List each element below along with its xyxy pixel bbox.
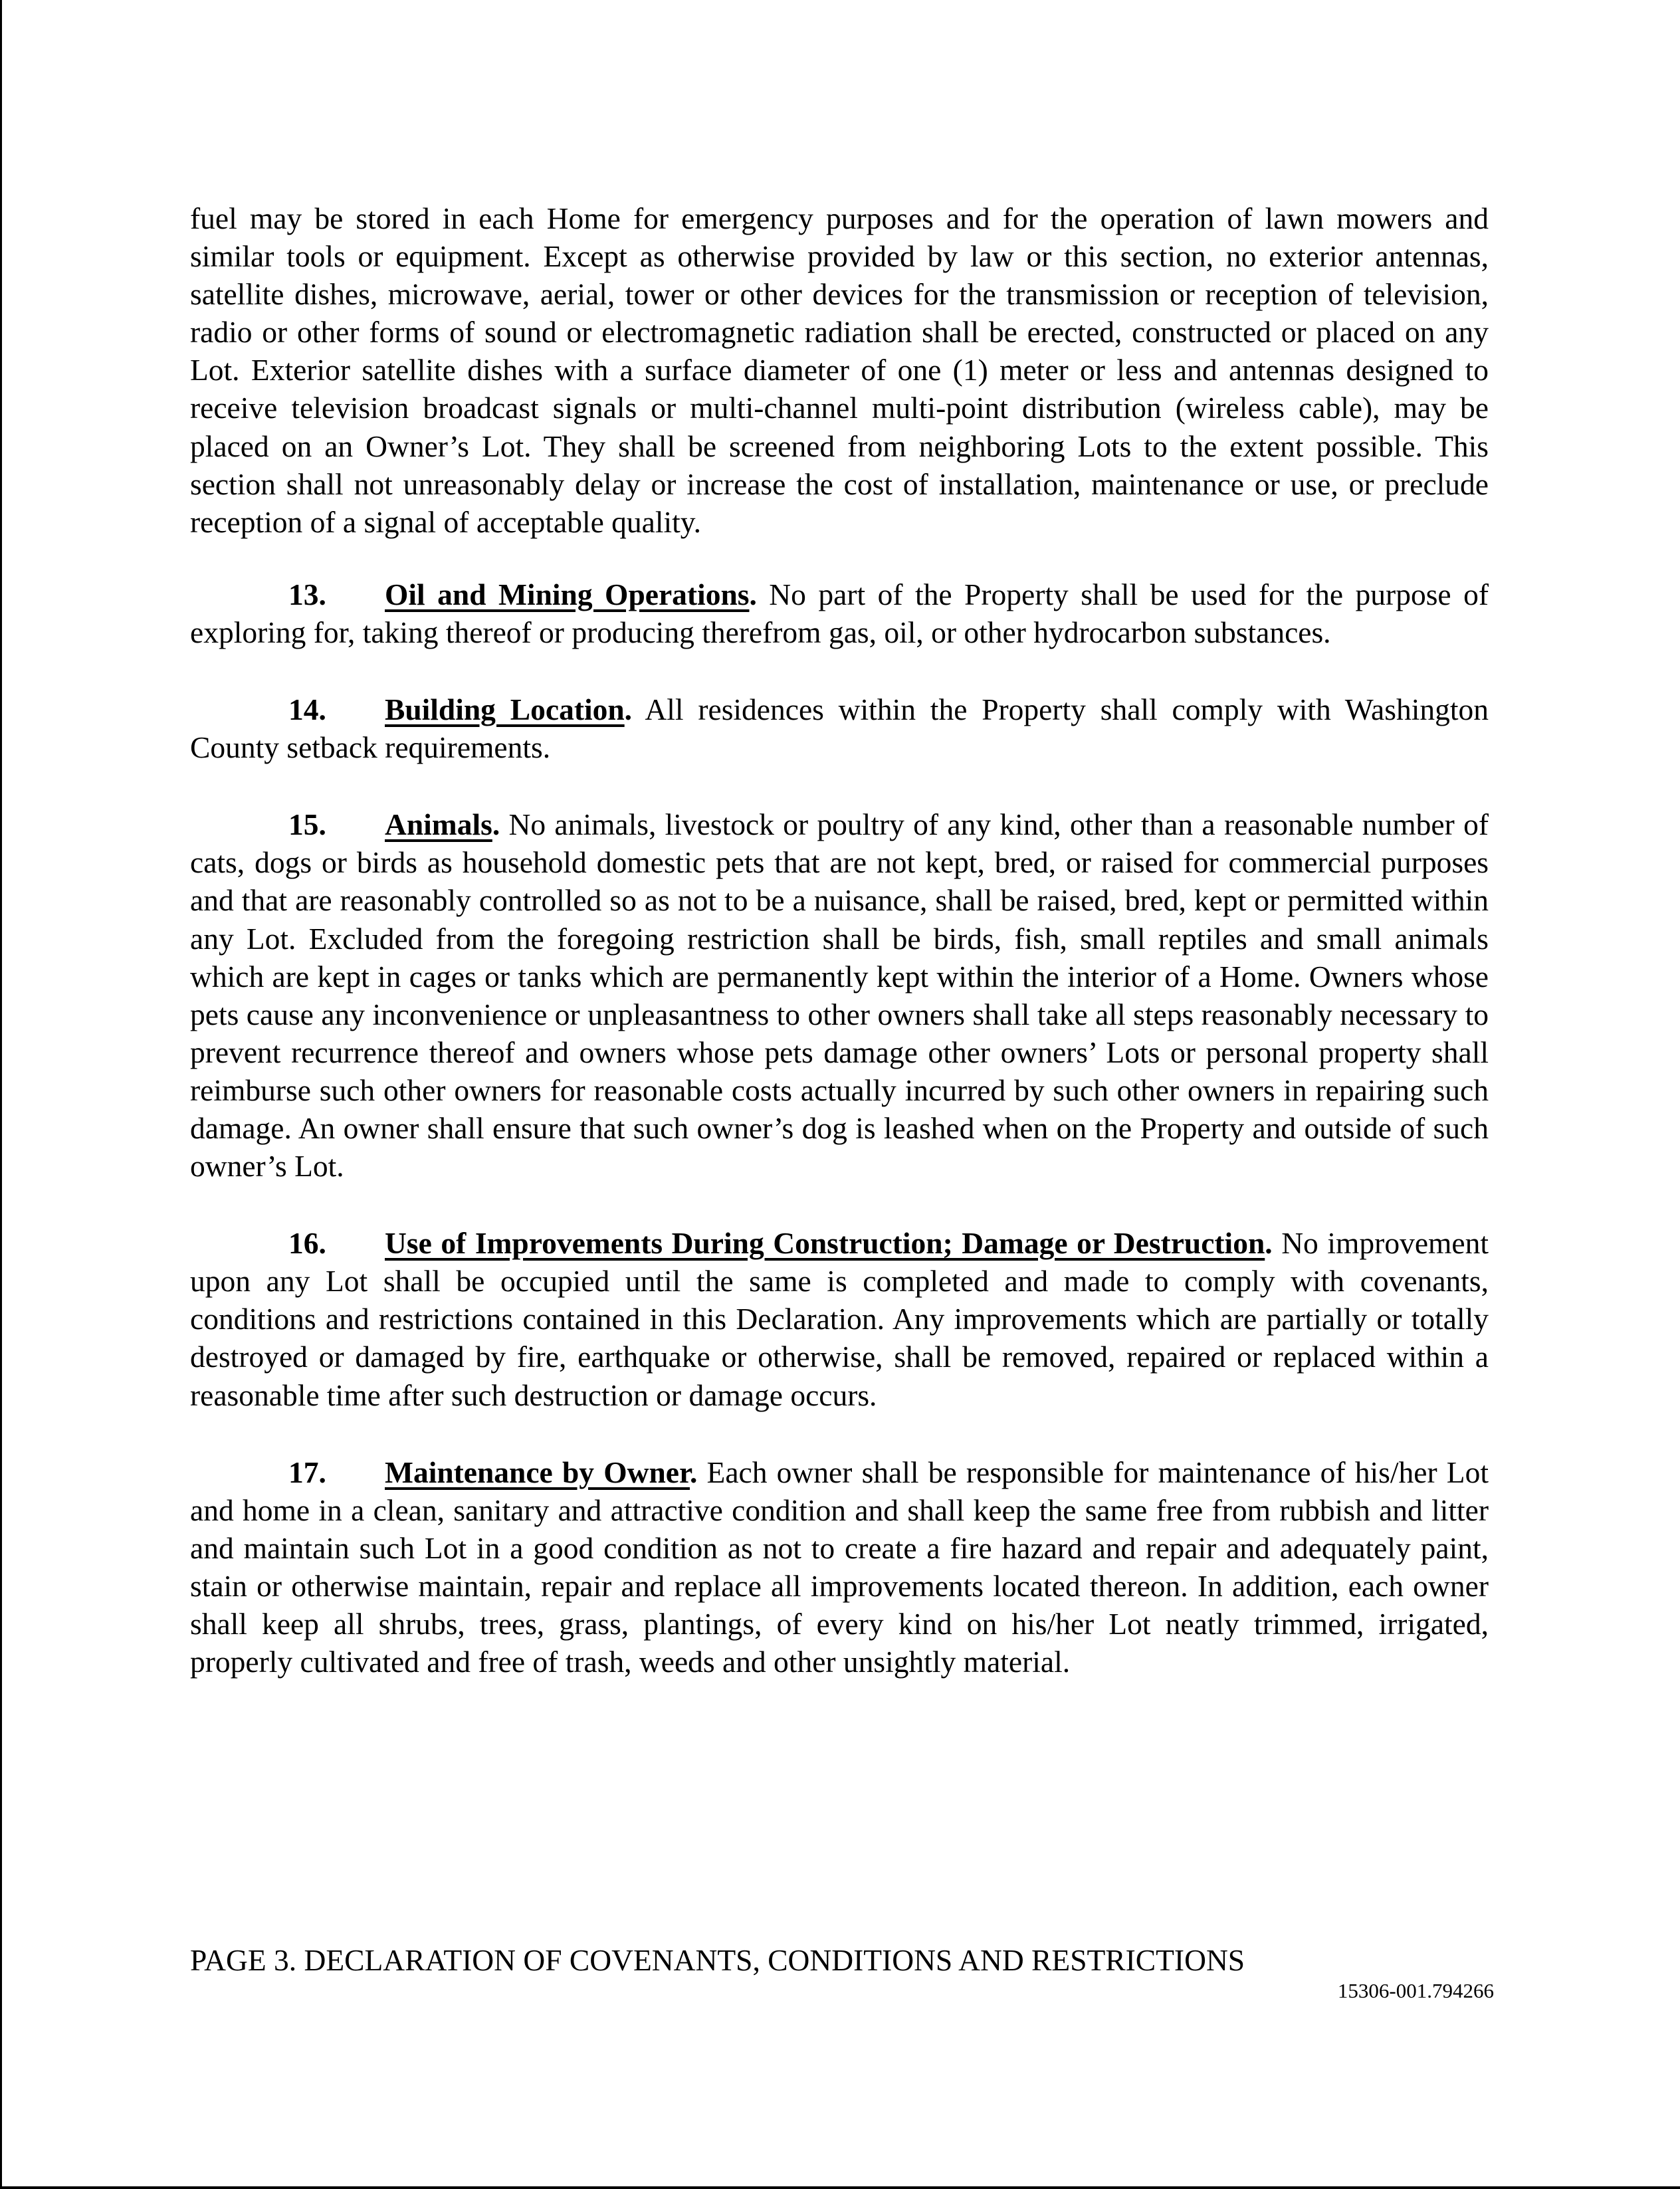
footer-title: PAGE 3. DECLARATION OF COVENANTS, CONDITIONS AND RESTRICTIONS <box>190 1943 1245 1977</box>
heading-period: . <box>1265 1226 1273 1261</box>
section-14 <box>190 690 1489 766</box>
section-body: Each owner shall be responsible for maintenance of his/her Lot and home in a clean, sanitary and attractive condition and shall keep the same free from rubbish and litter and maintain such Lot in a good condition as not to create a fire hazard and repair and adequately paint, stain or otherwise maintain, repair and replace all improvements located thereon. In addition, each owner shall keep all shrubs, trees, grass, plantings, of every kind on his/her Lot neatly trimmed, irrigated, properly cultivated and free of trash, weeds and other unsightly material. <box>190 1455 1489 1679</box>
heading-period: . <box>689 1455 698 1489</box>
section-body: No part of the Property shall be used for the purpose of exploring for, taking thereof or producing therefrom gas, oil, or other hydrocarbon substances. <box>190 577 1489 649</box>
section-number: 17. <box>288 1455 326 1489</box>
section-heading: Building Location <box>385 692 625 727</box>
heading-period: . <box>492 807 500 842</box>
section-number: 15. <box>288 807 326 842</box>
scan-edge-left <box>0 0 2 2189</box>
section-17 <box>190 1453 1489 1681</box>
section-number: 13. <box>288 577 326 611</box>
section-16 <box>190 1224 1489 1413</box>
section-15 <box>190 805 1489 1185</box>
section-number: 16. <box>288 1226 326 1261</box>
heading-period: . <box>624 692 633 727</box>
section-heading: Animals <box>385 807 492 842</box>
section-body: All residences within the Property shall comply with Washington County setback requirements. <box>190 692 1489 765</box>
section-13 <box>190 575 1489 651</box>
section-heading: Use of Improvements During Construction; Damage or Destruction <box>385 1226 1265 1261</box>
section-number: 14. <box>288 692 326 727</box>
opening-paragraph: fuel may be stored in each Home for emergency purposes and for the operation of lawn mowers and similar tools or equipment. Except as otherwise provided by law or this section, no exterior antennas, satellite dishes, microwave, aerial, tower or other devices for the transmission or reception of television, radio or other forms of sound or electromagnetic radiation shall be erected, constructed or placed on any Lot. Exterior satellite dishes with a surface diameter of one (1) meter or less and antennas designed to receive television broadcast signals or multi-channel multi-point distribution (wireless cable), may be placed on an Owner’s Lot. They shall be screened from neighboring Lots to the extent possible. This section shall not unreasonably delay or increase the cost of installation, maintenance or use, or preclude reception of a signal of acceptable quality. <box>190 201 1489 539</box>
scan-edge-bottom <box>0 2186 1680 2189</box>
section-body: No animals, livestock or poultry of any kind, other than a reasonable number of cats, dogs or birds as household domestic pets that are not kept, bred, or raised for commercial purposes and that are reasonably controlled so as not to be a nuisance, shall be raised, bred, kept or permitted within any Lot. Excluded from the foregoing restriction shall be birds, fish, small reptiles and small animals which are kept in cages or tanks which are permanently kept within the interior of a Home. Owners whose pets cause any inconvenience or unpleasantness to other owners shall take all steps reasonably necessary to prevent recurrence thereof and owners whose pets damage other owners’ Lots or personal property shall reimburse such other owners for reasonable costs actually incurred by such other owners in repairing such damage. An owner shall ensure that such owner’s dog is leashed when on the Property and outside of such owner’s Lot. <box>190 807 1489 1184</box>
heading-period: . <box>749 577 757 611</box>
footer-document-code: 15306-001.794266 <box>1337 1979 1494 2002</box>
section-body: No improvement upon any Lot shall be occupied until the same is completed and made to comply with covenants, conditions and restrictions contained in this Declaration. Any improvements which are partially or totally destroyed or damaged by fire, earthquake or otherwise, shall be removed, repaired or replaced within a reasonable time after such destruction or damage occurs. <box>190 1226 1489 1412</box>
document-page <box>190 199 1489 1681</box>
section-heading: Oil and Mining Operations <box>385 577 750 611</box>
section-heading: Maintenance by Owner <box>385 1455 690 1489</box>
